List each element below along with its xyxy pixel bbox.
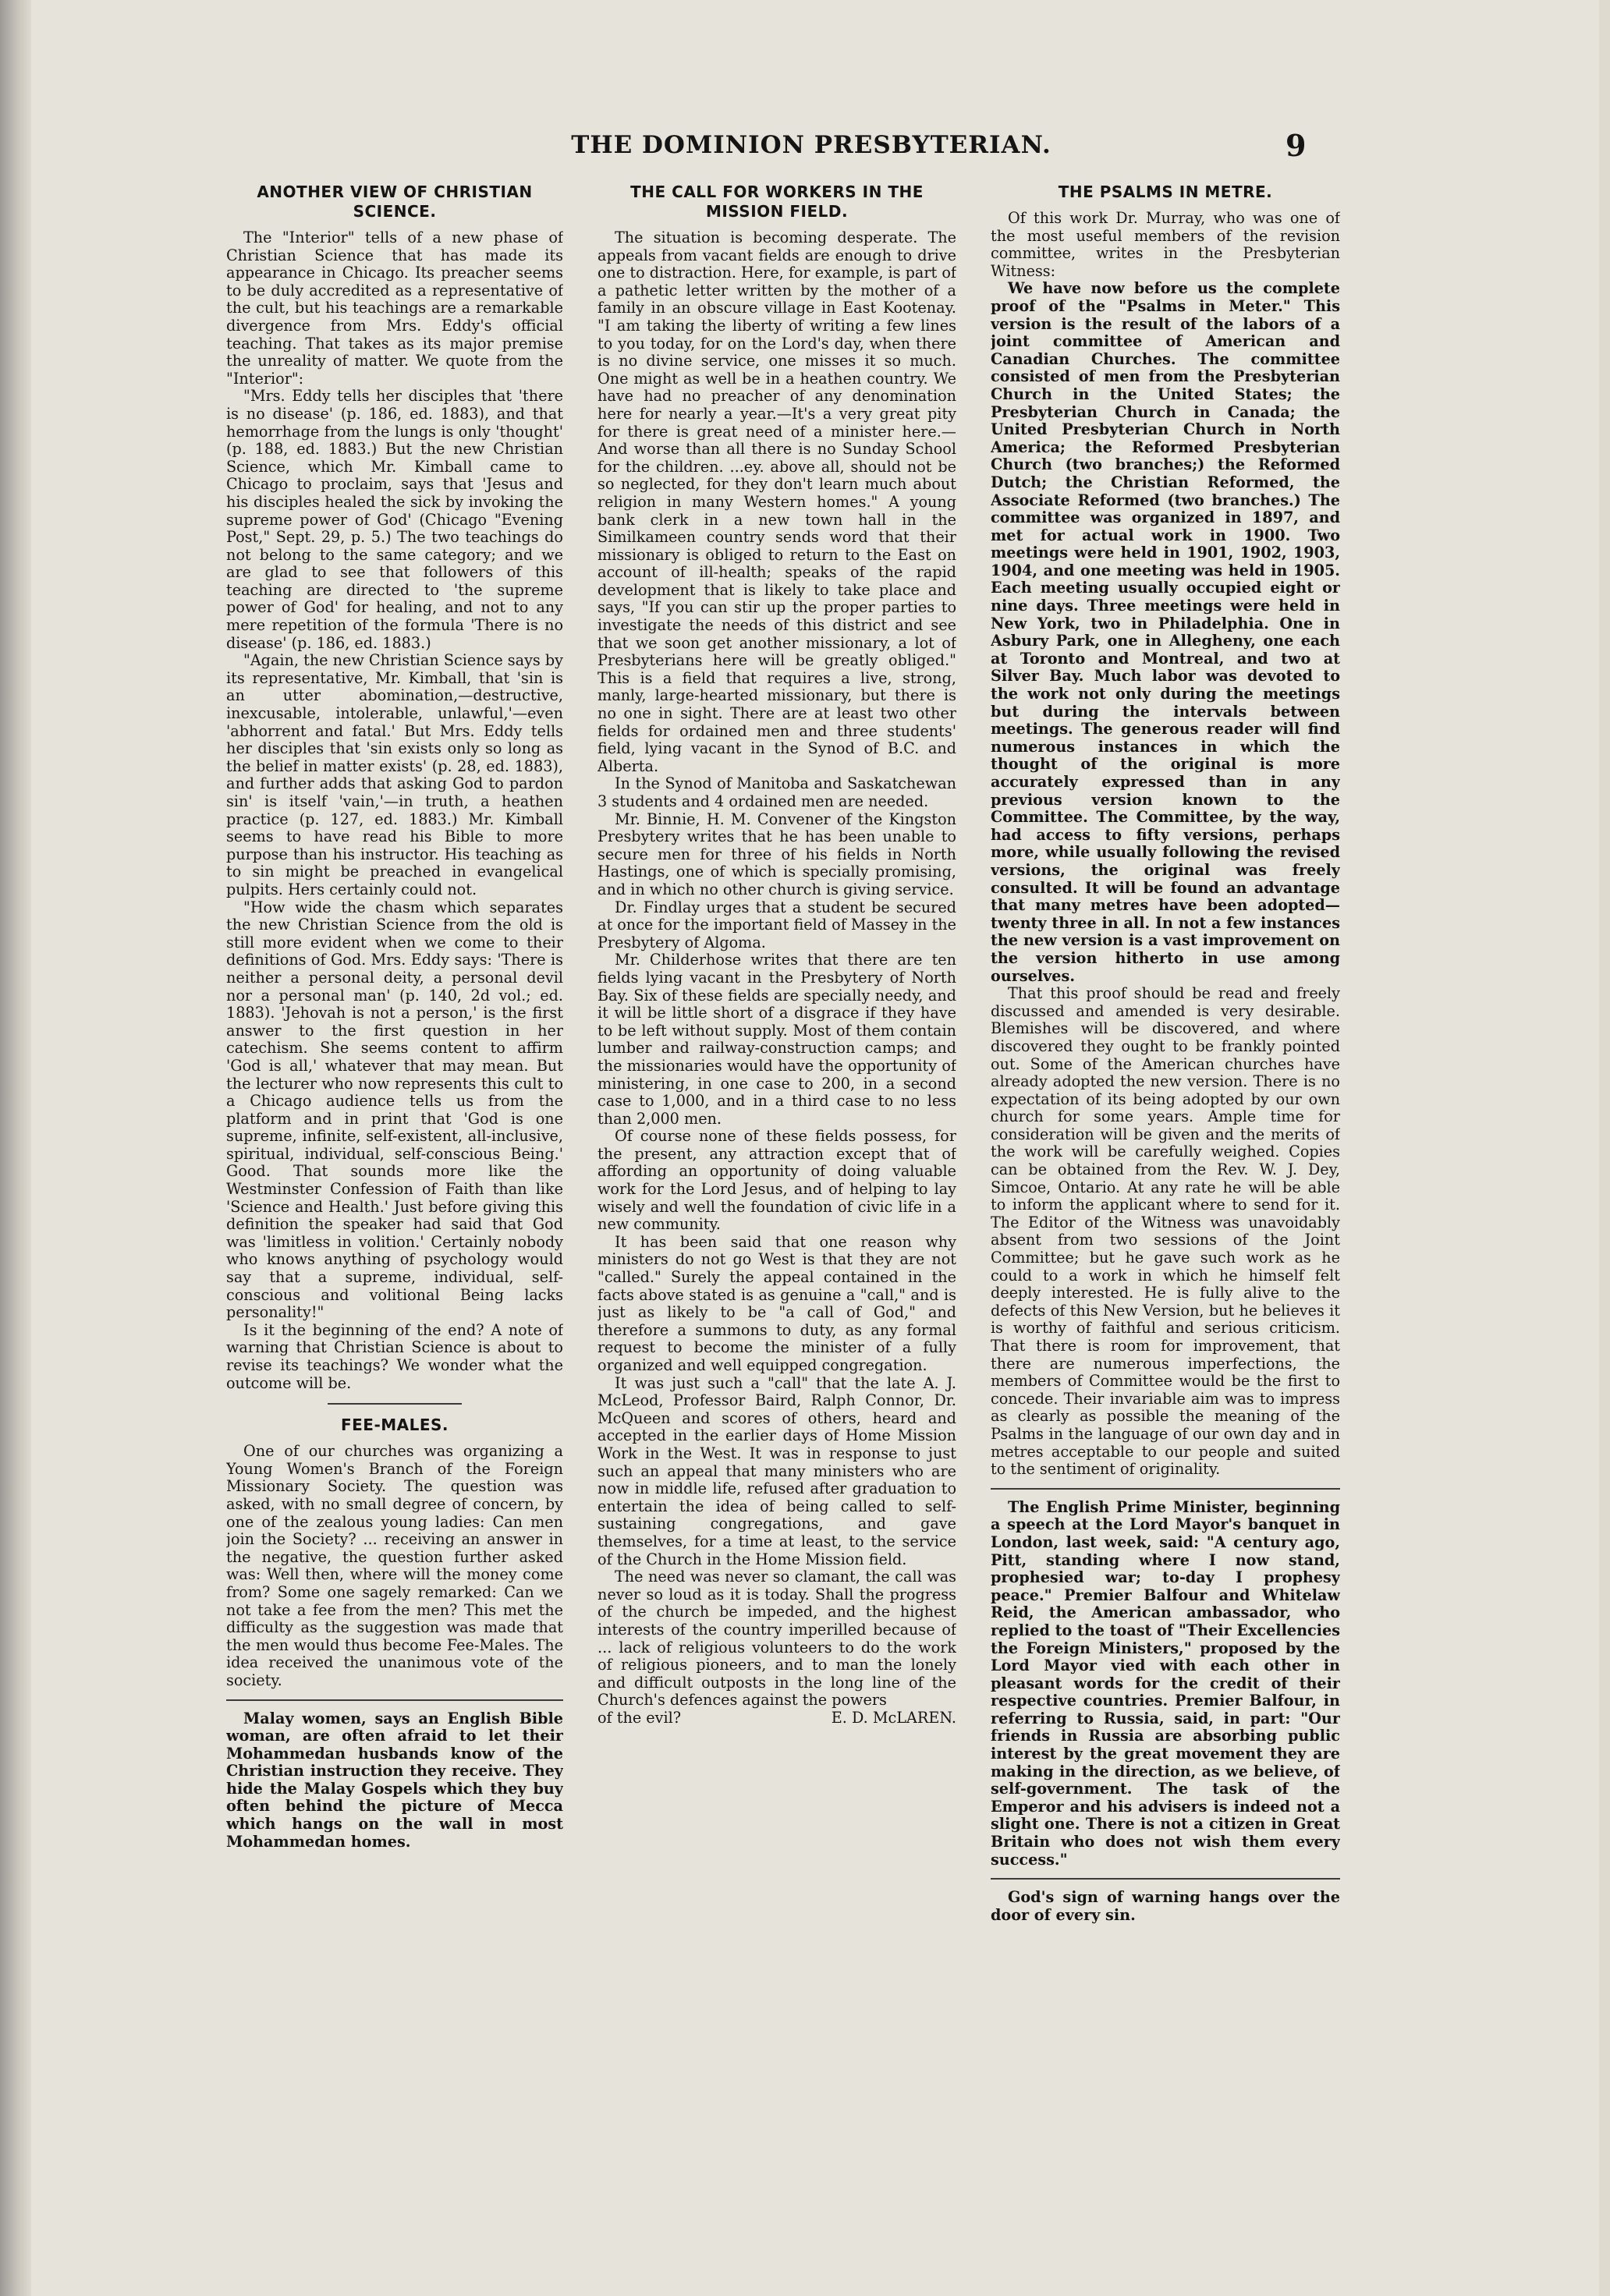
article-paragraph: "Again, the new Christian Science says by its representative, Mr. Kimball, that 'sin is an utter abomination,—destructive, inexcusable, intolerable, unlawful,'—even 'abhorrent and fatal.' But Mrs. Eddy tells her disciples that 'sin exists only so long as the belief in matter exists' (p. 28, ed. 1883), and further adds that asking God to pardon sin' is itself 'vain,'—in truth, a heathen practice (p. 127, ed. 1883.) Mr. Kimball seems to have read his Bible to more purpose than his instructor. His teaching as to sin might be preached in evangelical pulpits. Hers certainly could not. bbox=[226, 651, 563, 898]
column-3 bbox=[991, 178, 1340, 2237]
article-paragraph: Of course none of these fields possess, for the present, any attraction except that of affording an opportunity of doing valuable work for the Lord Jesus, and of helping to lay wisely and well the foundation of civic life in a new community. bbox=[598, 1127, 956, 1234]
section-divider bbox=[991, 1488, 1340, 1490]
section-divider bbox=[226, 1699, 563, 1701]
article-headline-fee-males: FEE-MALES. bbox=[340, 1416, 449, 1435]
article-headline-christian-science: ANOTHER VIEW OF CHRISTIAN SCIENCE. bbox=[257, 182, 533, 221]
article-paragraph-warning: God's sign of warning hangs over the door of every sin. bbox=[991, 1888, 1340, 1924]
author-signature: E. D. McLAREN. bbox=[831, 1708, 956, 1727]
column-2 bbox=[598, 178, 956, 2237]
article-paragraph-malay-women: Malay women, says an English Bible woman, are often afraid to let their Mohammedan husbands know of the Christian instruction they receive. They hide the Malay Gospels which they buy often behind the picture of Mecca which hangs on the wall in most Mohammedan homes. bbox=[226, 1709, 563, 1851]
article-headline-call-for-workers: THE CALL FOR WORKERS IN THE MISSION FIELD. bbox=[630, 182, 924, 221]
article-paragraph: One of our churches was organizing a Young Women's Branch of the Foreign Missionary Society. The question was asked, with no small degree of concern, by one of the zealous young ladies: Can men join the Society? ... receiving an answer in the negative, the question further asked was: Well then, where will the money come from? Some one sagely remarked: Can we not take a fee from the men? This met the difficulty as the suggestion was made that the men would thus become Fee-Males. The idea received the unanimous vote of the society. bbox=[226, 1442, 563, 1689]
article-paragraph: We have now before us the complete proof of the "Psalms in Meter." This version is the result of the labors of a joint committee of American and Canadian Churches. The committee consisted of men from the Presbyterian Church in the United States; the Presbyterian Church in Canada; the United Presbyterian Church in North America; the Reformed Presbyterian Church (two branches;) the Reformed Dutch; the Christian Reformed, the Associate Reformed (two branches.) The committee was organized in 1897, and met for actual work in 1900. Two meetings were held in 1901, 1902, 1903, 1904, and one meeting was held in 1905. Each meeting usually occupied eight or nine days. Three meetings were held in New York, two in Philadelphia. One in Asbury Park, one in Allegheny, one each at Toronto and Montreal, and two at Silver Bay. Much labor was devoted to the work not only during the meetings but during the intervals between meetings. The generous reader will find numerous instances in which the thought of the original is more accurately expressed than in any previous version known to the Committee. The Committee, by the way, had access to fifty versions, perhaps more, while usually following the revised versions, the original was freely consulted. It will be found an advantage that many metres have been adopted—twenty three in all. In not a few instances the new version is a vast improvement on the version hitherto in use among ourselves. bbox=[991, 279, 1340, 985]
article-paragraph-prime-minister: The English Prime Minister, beginning a speech at the Lord Mayor's banquet in London, last week, said: "A century ago, Pitt, standing where I now stand, prophesied war; to-day I prophesy peace." Premier Balfour and Whitelaw Reid, the American ambassador, who replied to the toast of "Their Excellencies the Foreign Ministers," proposed by the Lord Mayor vied with each other in pleasant words for the credit of their respective countries. Premier Balfour, in referring to Russia, said, in part: "Our friends in Russia are absorbing public interest by the great movement they are making in the direction, as we believe, of self-government. The task of the Emperor and his advisers is indeed not a slight one. There is not a citizen in Great Britain who does not wish them every success." bbox=[991, 1497, 1340, 1869]
article-paragraph: The need was never so clamant, the call was never so loud as it is today. Shall the progress of the church be impeded, and the highest interests of the country imperilled because of ... lack of religious volunteers to do the work of religious pioneers, and to man the lonely and difficult outposts in the long line of the Church's defences against the powers bbox=[598, 1568, 956, 1710]
article-paragraph: That this proof should be read and freely discussed and amended is very desirable. Blemishes will be discovered, and where discovered they ought to be frankly pointed out. Some of the American churches have already adopted the new version. There is no expectation of its being adopted by our own church for some years. Ample time for consideration will be given and the merits of the work will be carefully weighed. Copies can be obtained from the Rev. W. J. Dey, Simcoe, Ontario. At any rate he will be able to inform the applicant where to send for it. The Editor of the Witness was unavoidably absent from two sessions of the Joint Committee; but he gave such work as he could to a work in which he himself felt deeply interested. He is fully alive to the defects of this New Version, but he believes it is worthy of faithful and serious criticism. That there is room for improvement, that there are numerous imperfections, the members of Committee would be the first to concede. Their invariable aim was to impress as clearly as possible the meaning of the Psalms in the language of our own day and in metres acceptable to our people and suited to the sentiment of originality. bbox=[991, 984, 1340, 1479]
article-paragraph: In the Synod of Manitoba and Saskatchewan 3 students and 4 ordained men are needed. bbox=[598, 774, 956, 810]
signature-line bbox=[598, 1710, 956, 1727]
article-paragraph: It was just such a "call" that the late A. J. McLeod, Professor Baird, Ralph Connor, Dr. McQueen and scores of others, heard and accepted in the earlier days of Home Mission Work in the West. It was in response to just such an appeal that many ministers who are now in middle life, refused after graduation to entertain the idea of being called to self-sustaining congregations, and gave themselves, for a time at least, to the service of the Church in the Home Mission field. bbox=[598, 1373, 956, 1568]
article-paragraph: Of this work Dr. Murray, who was one of the most useful members of the revision committee, writes in the Presbyterian Witness: bbox=[991, 209, 1340, 280]
article-headline-psalms: THE PSALMS IN METRE. bbox=[1058, 182, 1273, 201]
article-paragraph: The "Interior" tells of a new phase of Christian Science that has made its appearance in Chicago. Its preacher seems to be duly accredited as a representative of the cult, but his teachings are a remarkable divergence from Mrs. Eddy's official teaching. That takes as its major premise the unreality of matter. We quote from the "Interior": bbox=[226, 229, 563, 388]
page-number: 9 bbox=[1286, 128, 1307, 163]
article-paragraph: Mr. Childerhose writes that there are ten fields lying vacant in the Presbytery of North Bay. Six of these fields are specially needy, and it will be little short of a disgrace if they have to be left without supply. Most of them contain lumber and railway-construction camps; and the missionaries would have the opportunity of ministering, in one case to 200, in a second case to 1,000, and in a third case to no less than 2,000 men. bbox=[598, 951, 956, 1128]
article-paragraph: "How wide the chasm which separates the new Christian Science from the old is still more evident when we come to their definitions of God. Mrs. Eddy says: 'There is neither a personal deity, a personal devil nor a personal man' (p. 140, 2d vol.; ed. 1883). 'Jehovah is not a person,' is the first answer to the first question in her catechism. She seems content to affirm 'God is all,' whatever that may mean. But the lecturer who now represents this cult to a Chicago audience tells us from the platform and in print that 'God is one supreme, infinite, self-existent, all-inclusive, spiritual, individual, self-conscious Being.' Good. That sounds more like the Westminster Confession of Faith than like 'Science and Health.' Just before giving this definition the speaker had said that God was 'limitless in volition.' Certainly nobody who knows anything of psychology would say that a supreme, individual, self-conscious and volitional Being lacks personality!" bbox=[226, 898, 563, 1322]
running-head: THE DOMINION PRESBYTERIAN. bbox=[571, 131, 1051, 159]
article-paragraph: Mr. Binnie, H. M. Convener of the Kingston Presbytery writes that he has been unable to secure men for three of his fields in North Hastings, one of which is specially promising, and in which no other church is giving service. bbox=[598, 810, 956, 898]
section-divider bbox=[991, 1878, 1340, 1880]
article-paragraph: The situation is becoming desperate. The appeals from vacant fields are enough to drive one to distraction. Here, for example, is part of a pathetic letter written by the mother of a family in an obscure village in East Kootenay. "I am taking the liberty of writing a few lines to you today, for on the Lord's day, when there is no divine service, one misses it so much. One might as well be in a heathen country. We have had no preacher of any denomination here for nearly a year.—It's a very great pity for there is great need of a minister here.—And worse than all there is no Sunday School for the children. ...ey. above all, should not be so neglected, for they don't learn much about religion in many Western homes." A young bank clerk in a new town hall in the Similkameen country sends word that their missionary is obliged to return to the East on account of ill-health; speaks of the rapid development that is likely to take place and says, "If you can stir up the proper parties to investigate the needs of this district and see that we soon get another missionary, a lot of Presbyterians here will be greatly obliged." This is a field that requires a live, strong, manly, large-hearted missionary, but there is no one in sight. There are at least two other fields for ordained men and three students' field, lying vacant in the Synod of B.C. and Alberta. bbox=[598, 229, 956, 775]
article-paragraph: "Mrs. Eddy tells her disciples that 'there is no disease' (p. 186, ed. 1883), and that hemorrhage from the lungs is only 'thought' (p. 188, ed. 1883.) But the new Christian Science, which Mr. Kimball came to Chicago to proclaim, says that 'Jesus and his disciples healed the sick by invoking the supreme power of God' (Chicago "Evening Post," Sept. 29, p. 5.) The two teachings do not belong to the same category; and we are glad to see that followers of this teaching are directed to 'the supreme power of God' for healing, and not to any mere repetition of the formula 'There is no disease' (p. 186, ed. 1883.) bbox=[226, 387, 563, 652]
column-1 bbox=[226, 178, 563, 2237]
closing-phrase: of the evil? bbox=[598, 1708, 682, 1727]
section-divider bbox=[328, 1403, 463, 1405]
article-paragraph: Dr. Findlay urges that a student be secured at once for the important field of Massey in the Presbytery of Algoma. bbox=[598, 898, 956, 951]
page-gutter-shadow bbox=[0, 0, 31, 2296]
article-paragraph: It has been said that one reason why ministers do not go West is that they are not "called." Surely the appeal contained in the facts above stated is as genuine a "call," and is just as likely to be "a call of God," and therefore a summons to duty, as any formal request to become the minister of a fully organized and well equipped congregation. bbox=[598, 1232, 956, 1374]
article-paragraph: Is it the beginning of the end? A note of warning that Christian Science is about to revise its teachings? We wonder what the outcome will be. bbox=[226, 1320, 563, 1392]
